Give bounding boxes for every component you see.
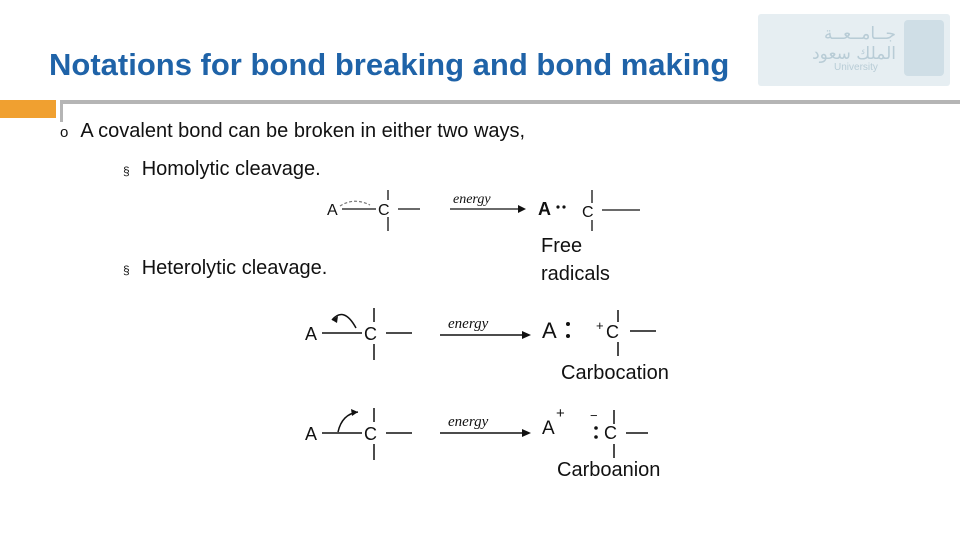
atom-a: A [327, 202, 338, 219]
atom-c: C [364, 424, 377, 444]
homolytic-label: Homolytic cleavage. [141, 158, 321, 180]
plus-charge: + [596, 318, 604, 333]
arrowhead-icon [522, 429, 531, 437]
atom-a-anion: A [542, 318, 557, 343]
free-radicals-label [541, 232, 610, 288]
sub-bullet-marker: § [123, 263, 130, 277]
main-bullet-text: A covalent bond can be broken in either two ways, [80, 120, 526, 142]
atom-c: C [364, 324, 377, 344]
atom-c-radical: C [582, 204, 594, 221]
carbocation-scheme [300, 302, 670, 362]
arrowhead-icon [351, 409, 358, 416]
title-divider [60, 100, 960, 104]
lone-pair-dot-icon [594, 435, 598, 439]
homolytic-scheme [300, 185, 660, 235]
logo-arabic-text [776, 24, 896, 64]
arrowhead-icon [518, 205, 526, 213]
energy-label: energy [448, 316, 489, 332]
atom-c: C [378, 202, 390, 219]
free-radicals-line-2: radicals [541, 263, 610, 285]
sub-bullet-marker: § [123, 164, 130, 178]
sub-bullet-heterolytic [123, 257, 327, 280]
logo-arabic-line-2: الملك سعود [812, 44, 896, 64]
plus-charge: + [556, 405, 565, 422]
lone-pair-dot-icon [566, 322, 570, 326]
university-logo [758, 14, 950, 86]
logo-arabic-line-1: جــامــعــة [824, 24, 896, 44]
carboanion-scheme [300, 402, 670, 462]
atom-a: A [305, 424, 318, 444]
radical-dot-icon [556, 205, 559, 208]
lone-pair-dot-icon [566, 334, 570, 338]
carboanion-label: Carboanion [557, 459, 661, 481]
slide-title: Notations for bond breaking and bond making [49, 47, 730, 82]
free-radicals-line-1: Free [541, 235, 583, 257]
title-accent-bar [0, 100, 56, 118]
curved-arrow-icon [338, 412, 358, 432]
main-bullet [60, 120, 525, 143]
lone-pair-dot-icon [594, 426, 598, 430]
atom-a: A [305, 324, 318, 344]
sub-bullet-homolytic [123, 158, 321, 181]
heterolytic-label: Heterolytic cleavage. [141, 257, 328, 279]
bullet-marker: o [60, 124, 69, 141]
energy-label: energy [448, 414, 489, 430]
atom-a-radical: A [538, 199, 551, 219]
minus-charge: − [590, 408, 598, 423]
arrowhead-icon [522, 331, 531, 339]
atom-c-cation: C [606, 322, 619, 342]
logo-university-text: University [834, 62, 878, 73]
carbocation-label: Carbocation [561, 362, 669, 384]
title-divider-tick [60, 100, 63, 122]
energy-label: energy [453, 192, 491, 207]
atom-c-anion: C [604, 423, 617, 443]
radical-dot-icon [562, 205, 565, 208]
logo-emblem-icon [904, 20, 944, 76]
atom-a-cation: A [542, 418, 555, 439]
half-arrow-icon [340, 201, 370, 206]
